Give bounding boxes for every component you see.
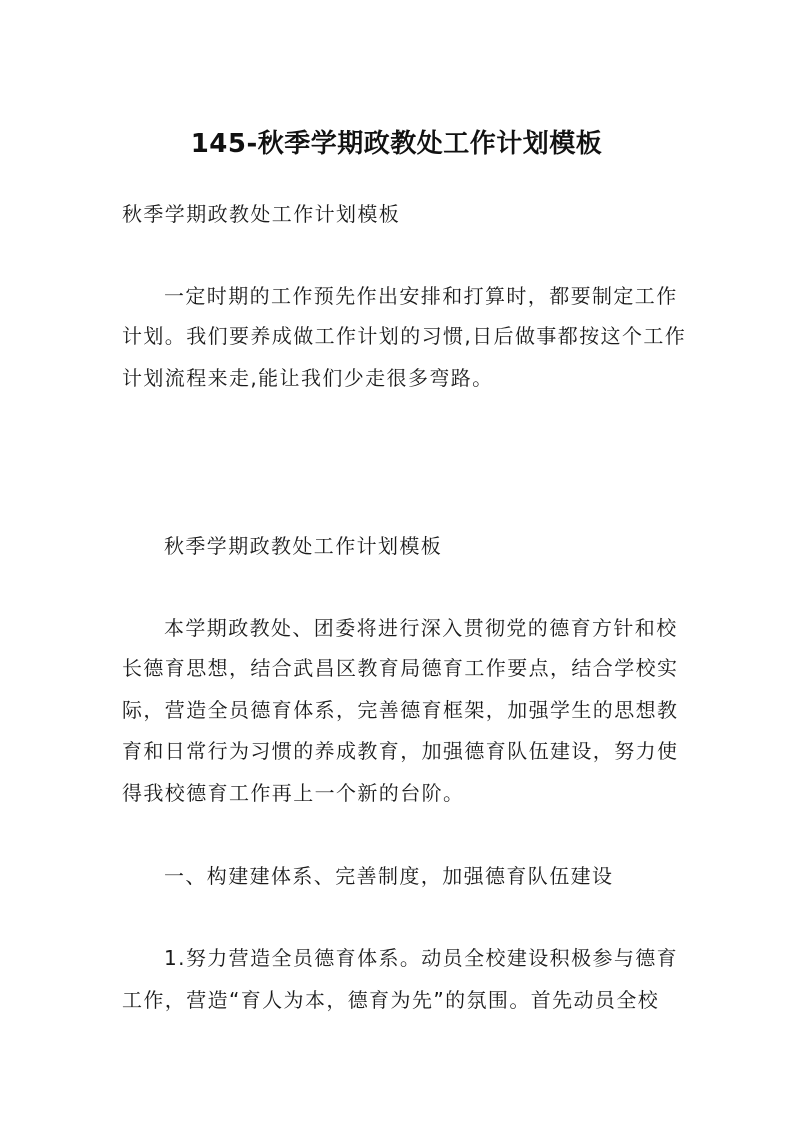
intro-line: 一定时期的工作预先作出安排和打算时，都要制定工作 [164,284,678,308]
body-line: 得我校德育工作再上一个新的台阶。 [122,781,465,805]
document-subtitle: 秋季学期政教处工作计划模板 [122,202,401,226]
body-line: 本学期政教处、团委将进行深入贯彻党的德育方针和校 [164,616,678,640]
section-title: 秋季学期政教处工作计划模板 [164,534,443,558]
intro-line: 计划。我们要养成做工作计划的习惯,日后做事都按这个工作 [122,324,687,348]
heading-1: 一、构建建体系、完善制度，加强德育队伍建设 [164,864,614,888]
item-1-line: 1.努力营造全员德育体系。动员全校建设积极参与德育 [164,946,679,970]
item-1-line: 工作，营造“育人为本，德育为先”的氛围。首先动员全校 [122,988,660,1012]
body-line: 际，营造全员德育体系，完善德育框架，加强学生的思想教 [122,698,679,722]
body-line: 长德育思想，结合武昌区教育局德育工作要点，结合学校实 [122,656,679,680]
body-line: 育和日常行为习惯的养成教育，加强德育队伍建设，努力使 [122,739,679,763]
document-title: 145-秋季学期政教处工作计划模板 [190,129,603,159]
intro-line: 计划流程来走,能让我们少走很多弯路。 [122,366,494,390]
